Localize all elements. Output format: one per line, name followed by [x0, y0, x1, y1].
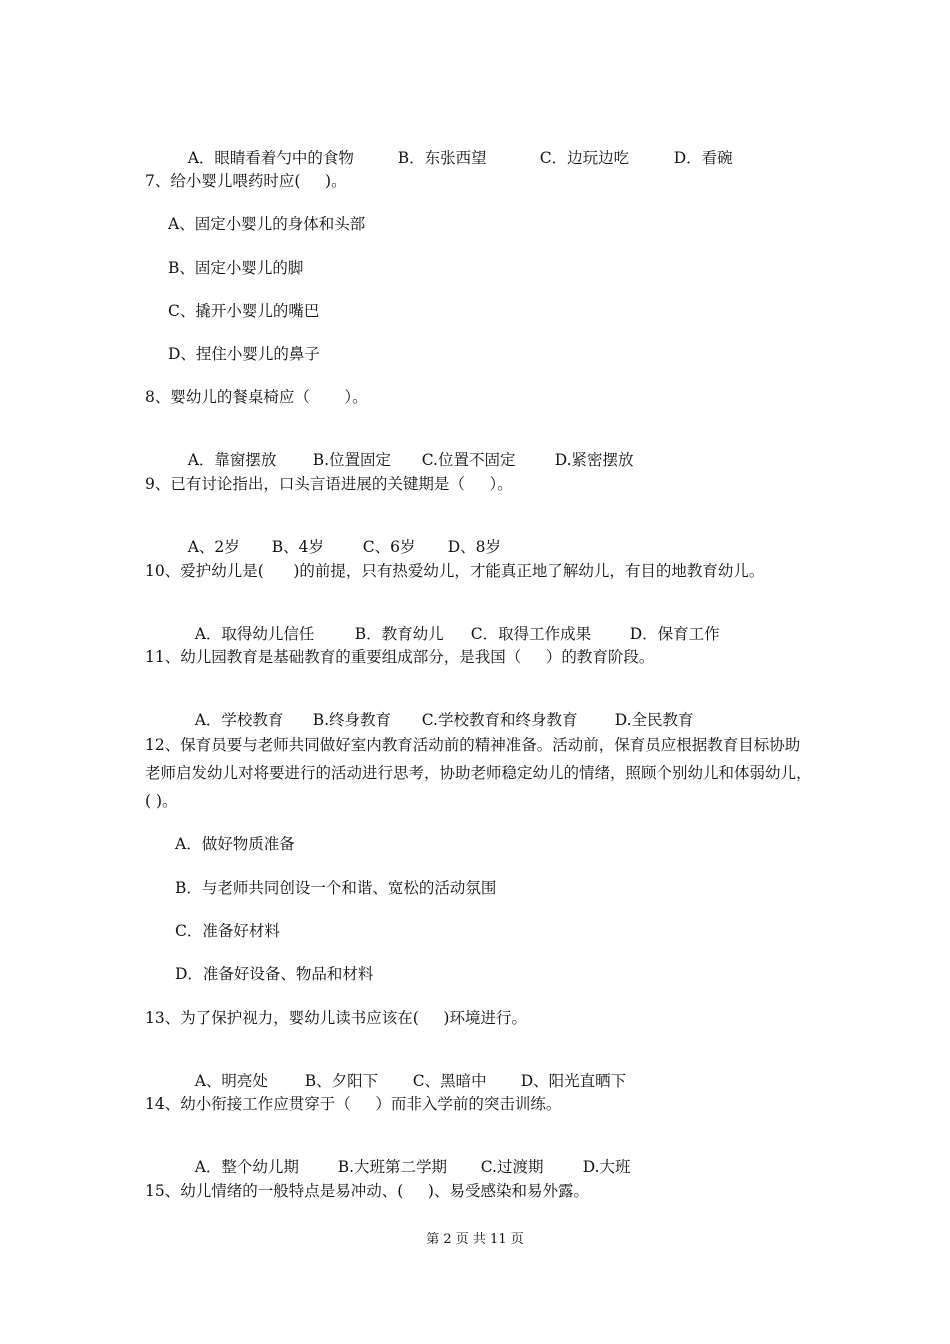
- question-9: 9、已有讨论指出，口头言语进展的关键期是（ ）。: [145, 475, 513, 493]
- question-12: 12、保育员要与老师共同做好室内教育活动前的精神准备。活动前，保育员应根据教育目标协助老师启发幼儿对将要进行的活动进行思考，协助老师稳定幼儿的情绪，照顾个别幼儿和体弱幼儿，( )。: [145, 736, 812, 810]
- q8-option-c: C.位置不固定: [421, 451, 516, 469]
- q14-option-a: A．整个幼儿期: [194, 1158, 299, 1176]
- q10-option-c: C．取得工作成果: [470, 625, 592, 643]
- q11-option-d: D.全民教育: [614, 711, 694, 729]
- q11-option-c: C.学校教育和终身教育: [421, 711, 578, 729]
- q6-option-b: B．东张西望: [397, 149, 487, 167]
- q10-option-b: B．教育幼儿: [354, 625, 444, 643]
- q10-option-a: A．取得幼儿信任: [194, 625, 315, 643]
- q14-option-c: C.过渡期: [480, 1158, 544, 1176]
- q13-option-d: D、阳光直晒下: [520, 1072, 627, 1090]
- question-10: 10、爱护幼儿是( )的前提，只有热爱幼儿，才能真正地了解幼儿，有目的地教育幼儿。: [145, 562, 765, 580]
- q12-option-a: A．做好物质准备: [175, 835, 295, 853]
- q8-option-a: A．靠窗摆放: [187, 451, 277, 469]
- q6-option-d: D．看碗: [673, 149, 733, 167]
- q12-option-d: D．准备好设备、物品和材料: [175, 965, 374, 983]
- q6-option-c: C．边玩边吃: [539, 149, 630, 167]
- page-footer: 第 2 页 共 11 页: [426, 1232, 524, 1247]
- q12-option-c: C．准备好材料: [175, 922, 280, 940]
- q8-option-d: D.紧密摆放: [554, 451, 634, 469]
- q7-option-b: B、固定小婴儿的脚: [168, 259, 304, 277]
- question-7: 7、给小婴儿喂药时应( )。: [145, 172, 347, 190]
- q8-option-b: B.位置固定: [312, 451, 392, 469]
- q14-option-d: D.大班: [582, 1158, 631, 1176]
- q12-option-b: B．与老师共同创设一个和谐、宽松的活动氛围: [175, 879, 497, 897]
- q9-option-d: D、8岁: [447, 538, 502, 556]
- q13-option-b: B、夕阳下: [304, 1072, 379, 1090]
- q7-option-c: C、撬开小婴儿的嘴巴: [168, 302, 320, 320]
- q9-option-c: C、6岁: [362, 538, 416, 556]
- q9-option-b: B、4岁: [271, 538, 324, 556]
- q6-option-a: A．眼睛看着勺中的食物: [187, 149, 354, 167]
- q14-option-b: B.大班第二学期: [337, 1158, 448, 1176]
- q11-option-b: B.终身教育: [312, 711, 392, 729]
- q7-option-a: A、固定小婴儿的身体和头部: [168, 215, 366, 233]
- question-11: 11、幼儿园教育是基础教育的重要组成部分，是我国（ ）的教育阶段。: [145, 648, 655, 666]
- question-13: 13、为了保护视力，婴幼儿读书应该在( )环境进行。: [145, 1009, 527, 1027]
- q13-option-c: C、黑暗中: [412, 1072, 487, 1090]
- q13-option-a: A、明亮处: [194, 1072, 268, 1090]
- q10-option-d: D．保育工作: [629, 625, 720, 643]
- question-8: 8、婴幼儿的餐桌椅应（ ）。: [145, 388, 368, 406]
- question-15: 15、幼儿情绪的一般特点是易冲动、( )、易受感染和易外露。: [145, 1182, 589, 1200]
- q9-option-a: A、2岁: [187, 538, 240, 556]
- q11-option-a: A．学校教育: [194, 711, 284, 729]
- question-14: 14、幼小衔接工作应贯穿于（ ）而非入学前的突击训练。: [145, 1095, 562, 1113]
- q7-option-d: D、捏住小婴儿的鼻子: [168, 345, 320, 363]
